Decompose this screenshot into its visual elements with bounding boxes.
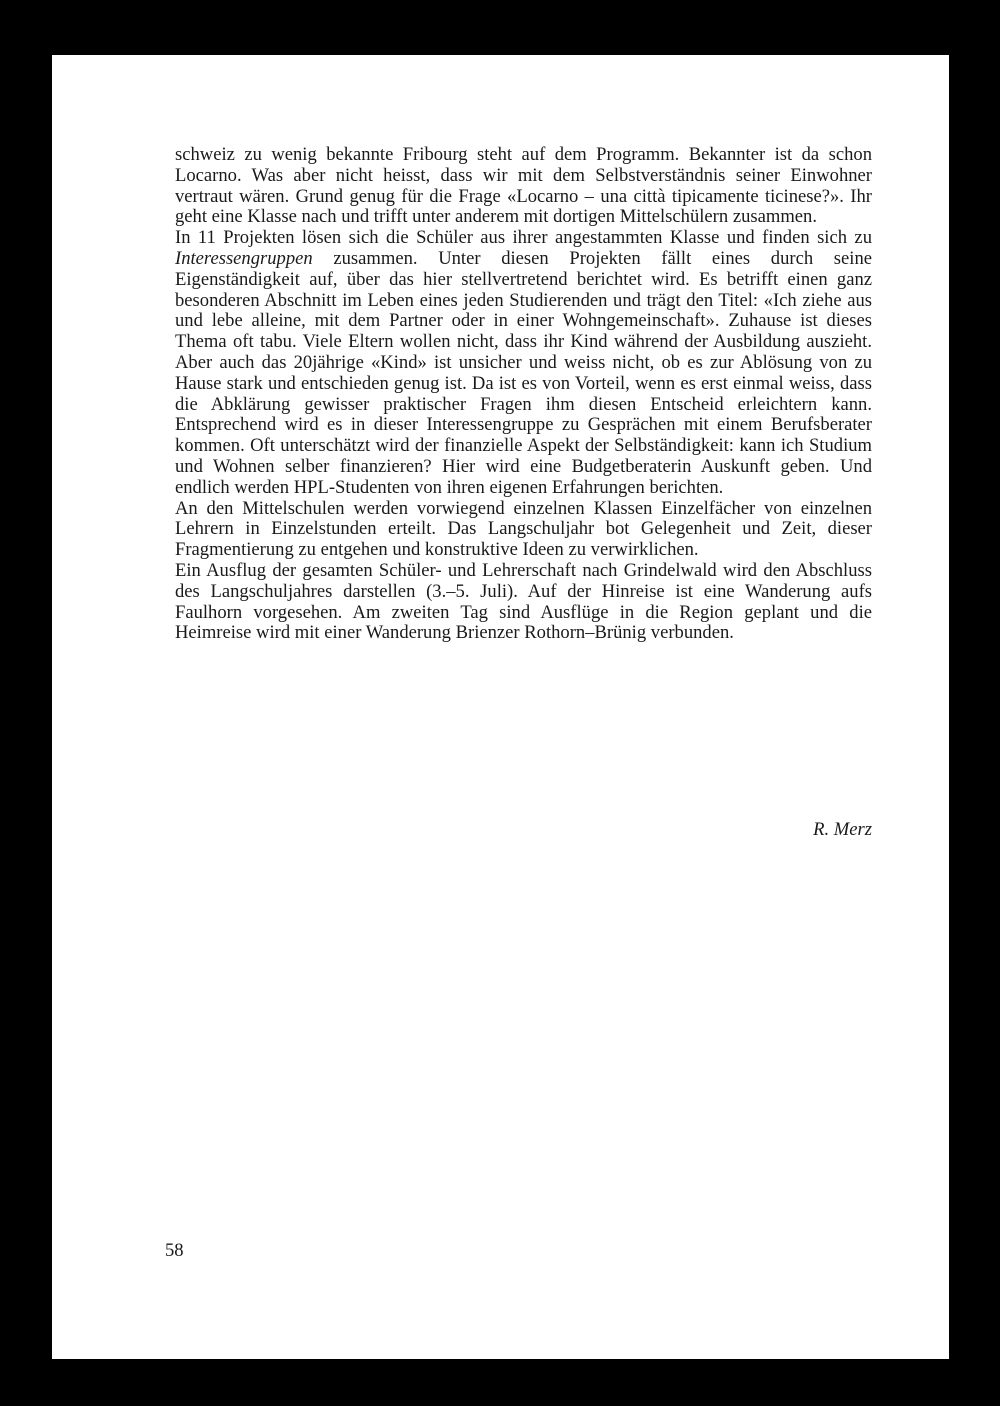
page-number: 58 bbox=[165, 1240, 184, 1261]
document-page bbox=[52, 55, 949, 1359]
paragraph-3 bbox=[175, 499, 872, 561]
paragraph-2-italic-term: Interessengruppen bbox=[175, 247, 313, 269]
paragraph-1-text: schweiz zu wenig bekannte Fribourg steht auf dem Programm. Bekannter ist da schon Locarno. Was aber nicht heisst, dass wir mit dem Selbstverständnis seiner Einwohner vertraut wären. Grund genug für die Frage «Locarno – una città tipicamente ticinese?». Ihr geht eine Klasse nach und trifft unter anderem mit dortigen Mittelschülern zusammen. bbox=[175, 144, 872, 228]
author-signature: R. Merz bbox=[813, 819, 872, 840]
paragraph-3-text: An den Mittelschulen werden vorwiegend einzelnen Klassen Einzelfächer von einzelnen Lehrern in Einzelstunden erteilt. Das Langschuljahr bot Gelegenheit und Zeit, dieser Fragmentierung zu entgehen und konstruktive Ideen zu verwirklichen. bbox=[175, 497, 872, 561]
paragraph-2-text-start: In 11 Projekten lösen sich die Schüler aus ihrer angestammten Klasse und finden sich zu bbox=[175, 227, 872, 249]
paragraph-1 bbox=[175, 145, 872, 228]
paragraph-4-text: Ein Ausflug der gesamten Schüler- und Lehrerschaft nach Grindelwald wird den Abschluss des Langschuljahres darstellen (3.–5. Juli). Auf der Hinreise ist eine Wanderung aufs Faulhorn vorgesehen. Am zweiten Tag sind Ausflüge in die Region geplant und die Heimreise wird mit einer Wanderung Brienzer Rothorn–Brünig verbunden. bbox=[175, 559, 872, 644]
paragraph-2 bbox=[175, 228, 872, 498]
body-text bbox=[175, 145, 872, 644]
paragraph-2-text-rest: zusammen. Unter diesen Projekten fällt eines durch seine Eigenständigkeit auf, über das hier stellvertretend berichtet wird. Es betrifft einen ganz besonderen Abschnitt im Leben eines jeden Studierenden und trägt den Titel: «Ich ziehe aus und lebe alleine, mit dem Partner oder in einer Wohngemeinschaft». Zuhause ist dieses Thema oft tabu. Viele Eltern wollen nicht, dass ihr Kind während der Ausbildung auszieht. Aber auch das 20jährige «Kind» ist unsicher und weiss nicht, ob es zur Ablösung von zu Hause stark und entschieden genug ist. Da ist es von Vorteil, wenn es erst einmal weiss, dass die Abklärung gewisser praktischer Fragen ihm diesen Entscheid erleichtern kann. Entsprechend wird es in dieser Interessengruppe zu Gesprächen mit einem Berufsberater kommen. Oft unterschätzt wird der finanzielle Aspekt der Selbständigkeit: kann ich Studium und Wohnen selber finanzieren? Hier wird eine Budgetberaterin Auskunft geben. Und endlich werden HPL-Studenten von ihren eigenen Erfahrungen berichten. bbox=[175, 247, 872, 498]
paragraph-4 bbox=[175, 561, 872, 644]
